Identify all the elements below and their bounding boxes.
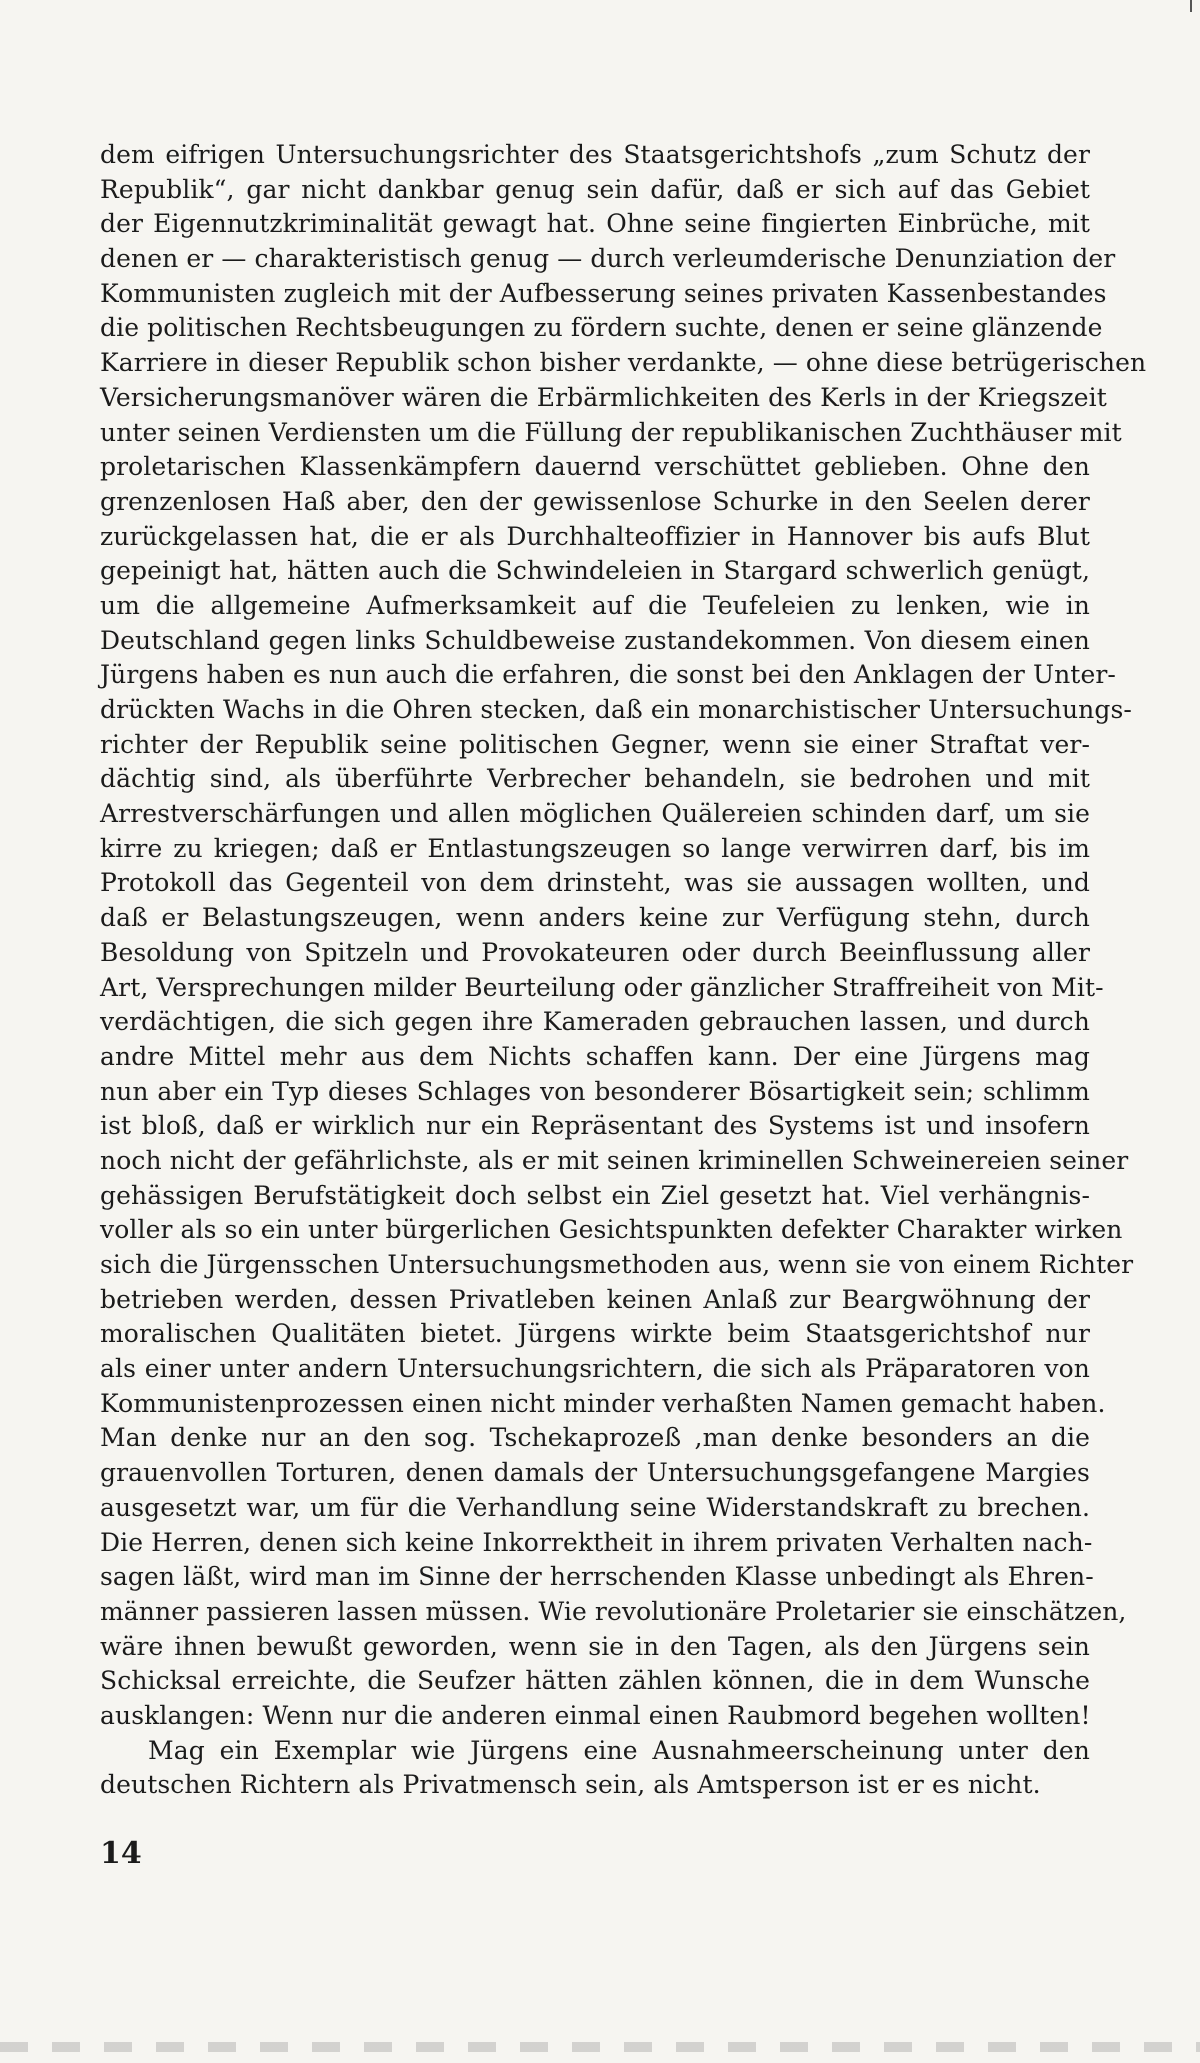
text-line: wäre ihnen bewußt geworden, wenn sie in den Tagen, als den Jürgens sein xyxy=(100,1631,1090,1661)
text-line: nun aber ein Typ dieses Schlages von besonderer Bösartigkeit sein; schlimm xyxy=(100,1076,1090,1106)
text-line: drückten Wachs in die Ohren stecken, daß ein monarchistischer Untersuchungs- xyxy=(100,695,1132,724)
body-text xyxy=(100,138,1147,1803)
text-line: deutschen Richtern als Privatmensch sein, als Amtsperson ist er es nicht. xyxy=(100,1770,1041,1800)
text-line: unter seinen Verdiensten um die Füllung der republikanischen Zuchthäuser mit xyxy=(100,417,1122,447)
text-line: Versicherungsmanöver wären die Erbärmlichkeiten des Kerls in der Kriegszeit xyxy=(100,382,1107,412)
text-line: Kommunisten zugleich mit der Aufbesserung seines privaten Kassenbestandes xyxy=(100,278,1107,308)
text-line: als einer unter andern Untersuchungsrichtern, die sich als Präparatoren von xyxy=(100,1354,1090,1384)
text-line: gepeinigt hat, hätten auch die Schwindeleien in Stargard schwerlich genügt, xyxy=(100,556,1090,586)
scan-bottom-edge xyxy=(0,2042,1200,2052)
text-line: Besoldung von Spitzeln und Provokateuren oder durch Beeinflussung aller xyxy=(100,937,1090,967)
text-line: zurückgelassen hat, die er als Durchhalteoffizier in Hannover bis aufs Blut xyxy=(100,521,1090,551)
text-line: Arrestverschärfungen und allen möglichen Quälereien schinden darf, um sie xyxy=(100,799,1090,829)
text-line: betrieben werden, dessen Privatleben keinen Anlaß zur Beargwöhnung der xyxy=(100,1284,1090,1314)
text-line: gehässigen Berufstätigkeit doch selbst ein Ziel gesetzt hat. Viel verhängnis- xyxy=(100,1180,1090,1210)
text-line: dem eifrigen Untersuchungsrichter des Staatsgerichtshofs „zum Schutz der xyxy=(100,140,1090,169)
text-line: Deutschland gegen links Schuldbeweise zustandekommen. Von diesem einen xyxy=(100,625,1090,655)
text-line: dächtig sind, als überführte Verbrecher behandeln, sie bedrohen und mit xyxy=(100,764,1090,794)
text-line: kirre zu kriegen; daß er Entlastungszeugen so lange verwirren darf, bis im xyxy=(100,833,1090,863)
text-line: proletarischen Klassenkämpfern dauernd verschüttet geblieben. Ohne den xyxy=(100,452,1090,482)
text-line: Republik“, gar nicht dankbar genug sein dafür, daß er sich auf das Gebiet xyxy=(100,174,1090,204)
text-line: Mag ein Exemplar wie Jürgens eine Ausnahmeerscheinung unter den xyxy=(148,1735,1090,1765)
text-line: sagen läßt, wird man im Sinne der herrschenden Klasse unbedingt als Ehren- xyxy=(100,1562,1094,1592)
text-line: Karriere in dieser Republik schon bisher verdankte, — ohne diese betrügerischen xyxy=(100,348,1147,378)
text-line: ausklangen: Wenn nur die anderen einmal einen Raubmord begehen wollten! xyxy=(100,1700,1091,1730)
text-line: Man denke nur an den sog. Tschekaprozeß ,man denke besonders an die xyxy=(100,1423,1090,1453)
text-line: andre Mittel mehr aus dem Nichts schaffen kann. Der eine Jürgens mag xyxy=(100,1041,1090,1071)
text-line: ist bloß, daß er wirklich nur ein Repräsentant des Systems ist und insofern xyxy=(100,1111,1090,1141)
text-line: männer passieren lassen müssen. Wie revolutionäre Proletarier sie einschätzen, xyxy=(100,1596,1127,1626)
text-line: die politischen Rechtsbeugungen zu fördern suchte, denen er seine glänzende xyxy=(100,313,1103,343)
text-line: der Eigennutzkriminalität gewagt hat. Ohne seine fingierten Einbrüche, mit xyxy=(100,209,1090,239)
text-line: grenzenlosen Haß aber, den der gewissenlose Schurke in den Seelen derer xyxy=(100,486,1090,516)
text-line: ausgesetzt war, um für die Verhandlung seine Widerstandskraft zu brechen. xyxy=(100,1492,1090,1522)
text-line: denen er — charakteristisch genug — durch verleumderische Denunziation der xyxy=(100,244,1116,274)
text-line: um die allgemeine Aufmerksamkeit auf die Teufeleien zu lenken, wie in xyxy=(100,590,1090,620)
text-line: richter der Republik seine politischen Gegner, wenn sie einer Straftat ver- xyxy=(100,729,1090,759)
text-line: grauenvollen Torturen, denen damals der Untersuchungsgefangene Margies xyxy=(100,1458,1090,1488)
text-line: noch nicht der gefährlichste, als er mit seinen kriminellen Schweinereien seiner xyxy=(100,1145,1129,1175)
scan-corner-mark xyxy=(1190,0,1192,12)
text-line: daß er Belastungszeugen, wenn anders keine zur Verfügung stehn, durch xyxy=(100,903,1090,933)
text-line: voller als so ein unter bürgerlichen Gesichtspunkten defekter Charakter wirken xyxy=(100,1215,1123,1245)
text-line: Art, Versprechungen milder Beurteilung oder gänzlicher Straffreiheit von Mit- xyxy=(100,972,1104,1002)
text-line: Schicksal erreichte, die Seufzer hätten zählen können, die in dem Wunsche xyxy=(100,1666,1090,1696)
text-line: Jürgens haben es nun auch die erfahren, die sonst bei den Anklagen der Unter- xyxy=(100,660,1116,690)
text-line: moralischen Qualitäten bietet. Jürgens wirkte beim Staatsgerichtshof nur xyxy=(100,1319,1090,1349)
text-line: sich die Jürgensschen Untersuchungsmethoden aus, wenn sie von einem Richter xyxy=(100,1250,1134,1279)
text-line: Protokoll das Gegenteil von dem drinsteht, was sie aussagen wollten, und xyxy=(100,868,1090,898)
text-line: Die Herren, denen sich keine Inkorrektheit in ihrem privaten Verhalten nach- xyxy=(100,1527,1093,1557)
text-line: verdächtigen, die sich gegen ihre Kameraden gebrauchen lassen, und durch xyxy=(100,1007,1090,1037)
page-number: 14 xyxy=(100,1836,142,1871)
text-line: Kommunistenprozessen einen nicht minder verhaßten Namen gemacht haben. xyxy=(100,1388,1106,1418)
